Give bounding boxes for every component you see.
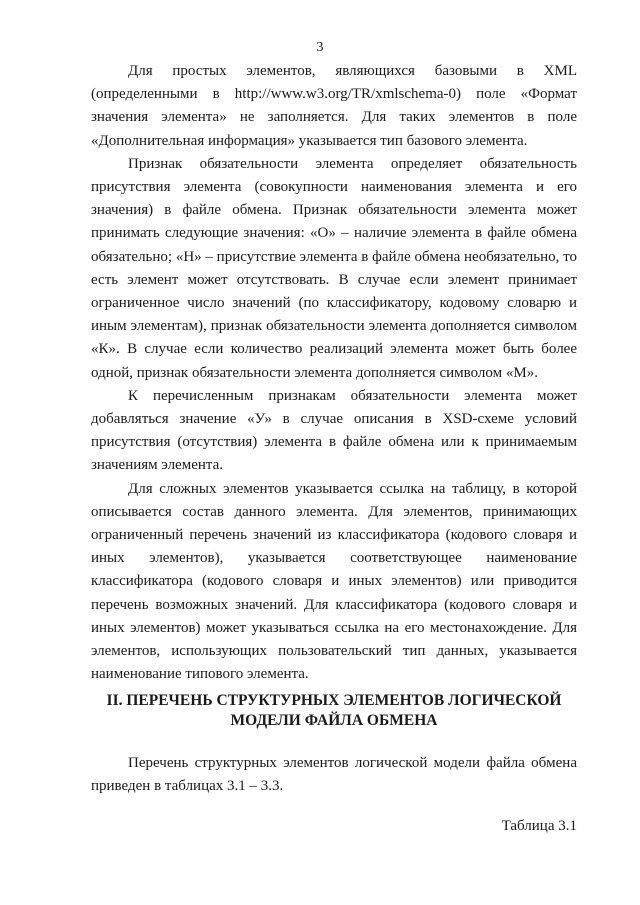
paragraph-mandatory-flag: Признак обязательности элемента определяет обязательность присутствия элемента (совокупности наименования элемента и его значения) в файле обмена. Признак обязательности элемента может принимать следующие значения: «О» – наличие элемента в файле обмена обязательно; «Н» – присутствие элемента в файле обмена необязательно, то есть элемент может отсутствовать. В случае если элемент принимает ограниченное число значений (по классификатору, кодовому словарю и иным элементам), признак обязательности элемента дополняется символом «К». В случае если количество реализаций элемента может быть более одной, признак обязательности элемента дополняется символом «М». xyxy=(91,155,577,381)
body-text xyxy=(91,60,577,686)
section-heading-line-2: МОДЕЛИ ФАЙЛА ОБМЕНА xyxy=(230,712,438,729)
section-intro xyxy=(91,752,577,798)
paragraph-conditional-flag: К перечисленным признакам обязательности элемента может добавляться значение «У» в случае описания в XSD-схеме условий присутствия (отсутствия) элемента в файле обмена или к принимаемым значениям элемента. xyxy=(91,387,577,474)
intro-paragraph: Перечень структурных элементов логической модели файла обмена приведен в таблицах 3.1 – 3.3. xyxy=(91,755,577,795)
section-heading-line-1: II. ПЕРЕЧЕНЬ СТРУКТУРНЫХ ЭЛЕМЕНТОВ ЛОГИЧЕСКОЙ xyxy=(106,692,562,709)
section-heading xyxy=(91,691,577,731)
page-number: 3 xyxy=(316,40,324,55)
table-label: Таблица 3.1 xyxy=(501,818,577,834)
paragraph-simple-elements: Для простых элементов, являющихся базовыми в XML (определенными в http://www.w3.org/TR/xmlschema-0) поле «Формат значения элемента» не заполняется. Для таких элементов в поле «Дополнительная информация» указывается тип базового элемента. xyxy=(91,63,577,149)
paragraph-complex-elements: Для сложных элементов указывается ссылка на таблицу, в которой описывается состав данного элемента. Для элементов, принимающих ограниченный перечень значений из классификатора (кодового словаря и иных элементов), указывается соответствующее наименование классификатора (кодового словаря и иных элементов) или приводится перечень возможных значений. Для классификатора (кодового словаря и иных элементов) может указываться ссылка на его местонахождение. Для элементов, использующих пользовательский тип данных, указывается наименование типового элемента. xyxy=(91,480,577,683)
